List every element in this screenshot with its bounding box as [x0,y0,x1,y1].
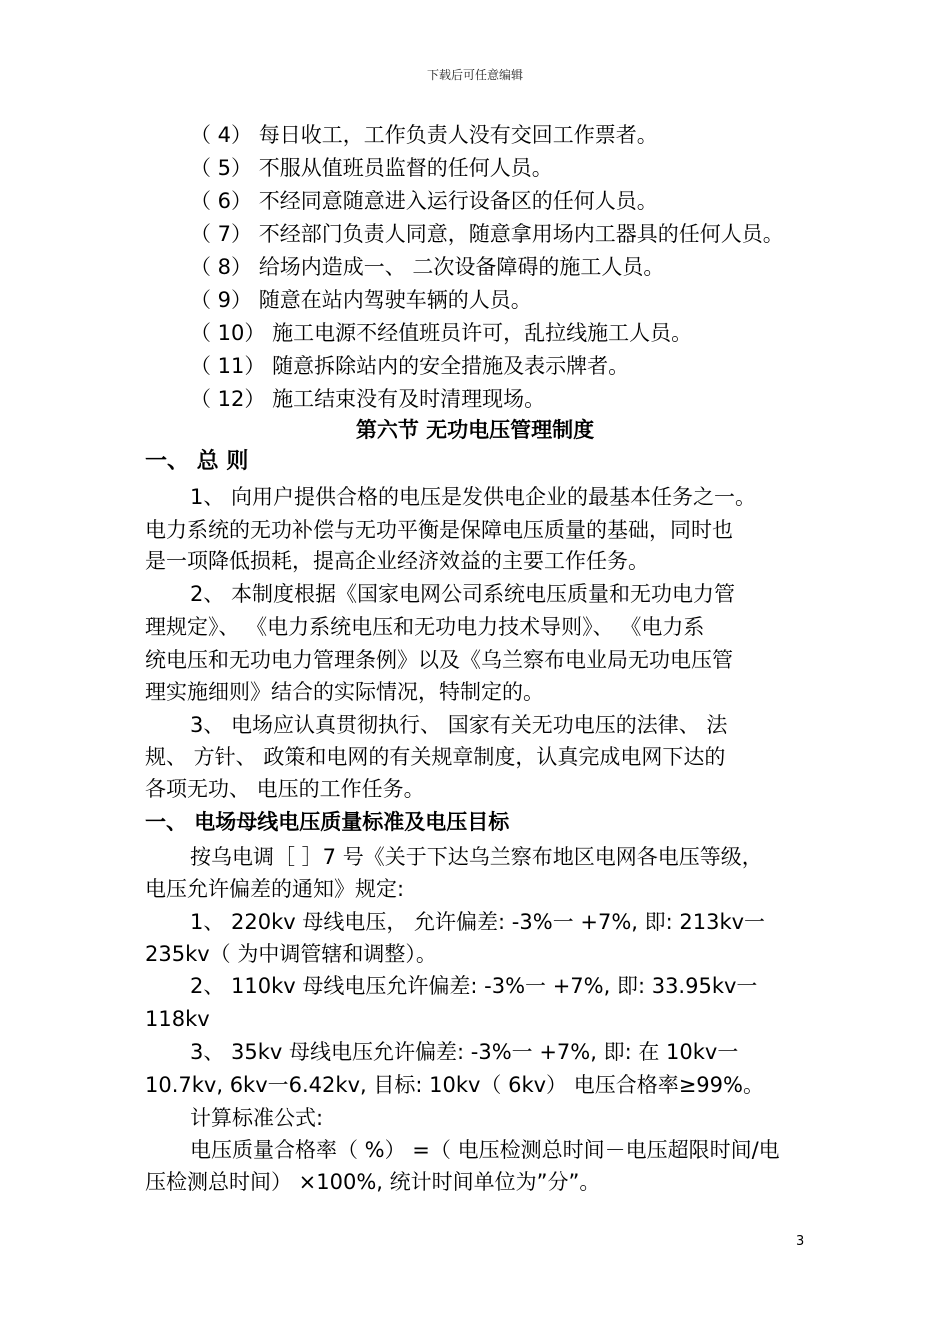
paragraph-line: 压检测总时间） ×100%, 统计时间单位为”分”。 [145,1170,601,1194]
paragraph-line: 1、 220kv 母线电压， 允许偏差: -3%一 +7%, 即: 213kv一 [190,910,766,934]
list-item: （ 10） 施工电源不经值班员许可，乱拉线施工人员。 [190,321,693,345]
paragraph-line: 各项无功、 电压的工作任务。 [145,777,425,801]
paragraph-line: 3、 35kv 母线电压允许偏差: -3%一 +7%, 即: 在 10kv一 [190,1040,739,1064]
list-item: （ 12） 施工结束没有及时清理现场。 [190,387,546,411]
list-item: （ 6） 不经同意随意进入运行设备区的任何人员。 [190,189,658,213]
heading-voltage-standard: 一、 电场母线电压质量标准及电压目标 [145,810,510,834]
paragraph-line: 规、 方针、 政策和电网的有关规章制度，认真完成电网下达的 [145,745,726,769]
list-item: （ 8） 给场内造成一、 二次设备障碍的施工人员。 [190,255,665,279]
heading-general: 一、 总 则 [145,449,249,474]
paragraph-line: 是一项降低损耗，提高企业经济效益的主要工作任务。 [145,549,649,573]
paragraph-line: 理规定》、 《电力系统电压和无功电力技术导则》、 《电力系 [145,615,705,639]
paragraph-line: 118kv [145,1007,210,1031]
paragraph-line: 1、 向用户提供合格的电压是发供电企业的最基本任务之一。 [190,485,757,509]
list-item: （ 4） 每日收工，工作负责人没有交回工作票者。 [190,123,658,147]
paragraph-line: 2、 110kv 母线电压允许偏差: -3%一 +7%, 即: 33.95kv一 [190,974,758,998]
list-item: （ 11） 随意拆除站内的安全措施及表示牌者。 [190,354,630,378]
paragraph-line: 235kv（ 为中调管辖和调整）。 [145,942,437,966]
section-title: 第六节 无功电压管理制度 [355,418,595,442]
paragraph-line: 电力系统的无功补偿与无功平衡是保障电压质量的基础，同时也 [145,518,733,542]
paragraph-line: 电压质量合格率（ %） =（ 电压检测总时间－电压超限时间/电 [190,1138,780,1162]
paragraph-line: 计算标准公式: [190,1106,324,1130]
paragraph-line: 10.7kv, 6kv一6.42kv, 目标: 10kv（ 6kv） 电压合格率≥99%。 [145,1073,764,1097]
page-number: 3 [796,1234,805,1249]
paragraph-line: 理实施细则》结合的实际情况，特制定的。 [145,680,544,704]
list-item: （ 9） 随意在站内驾驶车辆的人员。 [190,288,532,312]
paragraph-line: 按乌电调［ ］7 号《关于下达乌兰察布地区电网各电压等级， [190,845,763,869]
paragraph-line: 3、 电场应认真贯彻执行、 国家有关无功电压的法律、 法 [190,713,728,737]
paragraph-line: 2、 本制度根据《国家电网公司系统电压质量和无功电力管 [190,582,736,606]
list-item: （ 5） 不服从值班员监督的任何人员。 [190,156,553,180]
page-header: 下载后可任意编辑 [426,68,523,82]
list-item: （ 7） 不经部门负责人同意，随意拿用场内工器具的任何人员。 [190,222,784,246]
paragraph-line: 统电压和无功电力管理条例》以及《乌兰察布电业局无功电压管 [145,648,733,672]
paragraph-line: 电压允许偏差的通知》规定: [145,877,405,901]
